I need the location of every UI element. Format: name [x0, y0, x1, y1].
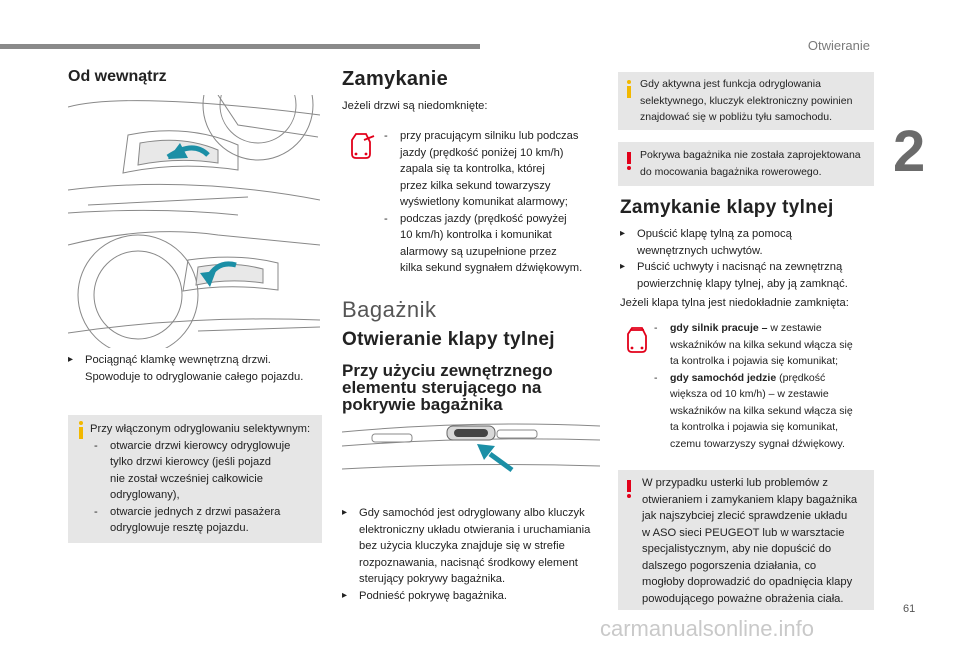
info-box-key-location: Gdy aktywna jest funkcja odryglowania selektywnego, kluczyk elektroniczny powinien znajdować się w pobliżu tyłu samochodu. [618, 72, 874, 130]
heading-opening-tailgate: Otwieranie klapy tylnej [342, 329, 555, 350]
press-arrow-icon [342, 414, 600, 486]
heading-boot: Bagażnik [342, 297, 437, 322]
tailgate-open-warning-icon [624, 324, 652, 356]
car-door-open-warning-icon [348, 130, 376, 162]
info-box-selective-unlock: Przy włączonym odryglowaniu selektywnym: - otwarcie drzwi kierowcy odryglowuje tylko drzwi kierowcy (jeśli pojazd nie został wcześniej całkowicie odryglowany), - otwarcie jednych z drzwi pasażera odryglowuje resztę pojazdu. [68, 415, 322, 543]
heading-closing-tailgate: Zamykanie klapy tylnej [620, 197, 834, 218]
tailgate-not-closed-intro: Jeżeli klapa tylna jest niedokładnie zamknięta: [620, 297, 849, 309]
heading-from-inside: Od wewnątrz [68, 68, 167, 85]
section-title: Otwieranie [807, 38, 870, 53]
warning-box-bike-rack: Pokrywa bagażnika nie została zaprojektowana do mocowania bagażnika rowerowego. [618, 142, 874, 186]
tailgate-control-illustration [342, 414, 600, 486]
closing-steps: ▸ Opuścić klapę tylną za pomocą wewnętrznych uchwytów. ▸ Puścić uchwyty i nacisnąć na zewnętrzną powierzchnię klapy tylnej, aby ją zamknąć. [620, 228, 848, 290]
bullet-marker: ▸ [68, 354, 74, 365]
info-icon [626, 80, 632, 98]
heading-locking: Zamykanie [342, 68, 449, 90]
warning-icon [626, 152, 632, 170]
locking-intro: Jeżeli drzwi są niedomknięte: [342, 100, 488, 112]
warning-icon [626, 480, 632, 498]
opening-steps: ▸ Gdy samochód jest odryglowany albo kluczyk elektroniczny układu otwierania i uruchamiania bez użycia kluczyka znajduje się w strefie rozpoznawania, nacisnąć środkowy element sterujący pokrywy bagażnika. ▸ Podnieść pokrywę bagażnika. [342, 505, 604, 604]
chapter-number: 2 [893, 119, 926, 184]
locking-alert-list: - przy pracującym silniku lub podczas jazdy (prędkość poniżej 10 km/h) zapala się ta kontrolka, której przez kilka sekund towarzyszy wyświetlony komunikat alarmowy; - podczas jazdy (prędkość powyżej 10 km/h) kontrolka i komunikat alarmowy są uzupełnione przez kilka sekund sygnałem dźwiękowym. [384, 130, 583, 274]
bullet-marker: ▸ [620, 261, 626, 272]
bullet-marker: ▸ [342, 589, 348, 601]
door-handle-illustration [68, 95, 320, 348]
pull-arrow-icon [68, 95, 320, 348]
bullet-marker: ▸ [342, 507, 348, 518]
page-number: 61 [903, 603, 916, 615]
watermark: carmanualsonline.info [600, 616, 815, 641]
pull-handle-instruction: ▸ Pociągnąć klamkę wewnętrzną drzwi. Spowoduje to odryglowanie całego pojazdu. [68, 354, 304, 383]
warning-box-malfunction: W przypadku usterki lub problemów z otwieraniem i zamykaniem klapy bagażnika jak najszybciej zlecić sprawdzenie układu w ASO sieci PEUGEOT lub w warsztacie specjalistycznym, aby nie dopuścić do dalszego pogorszenia działania, co mogłoby doprowadzić do opadnięcia klapy powodującego poważne obrażenia ciała. [618, 470, 874, 610]
bullet-marker: ▸ [620, 228, 626, 239]
header-rule [0, 44, 480, 49]
tailgate-alert-list: - gdy silnik pracuje – w zestawie wskaźników na kilka sekund włącza się ta kontrolka i pojawia się komunikat; - gdy samochód jedzie (prędkość większa od 10 km/h) – w zestawie wskaźników na kilka sekund włącza się ta kontrolka i pojawia się komunikat, czemu towarzyszy sygnał dźwiękowy. [654, 322, 853, 450]
info-icon [78, 421, 84, 439]
heading-external-control: Przy użyciu zewnętrznego elementu sterującego na pokrywie bagażnika [342, 361, 553, 414]
